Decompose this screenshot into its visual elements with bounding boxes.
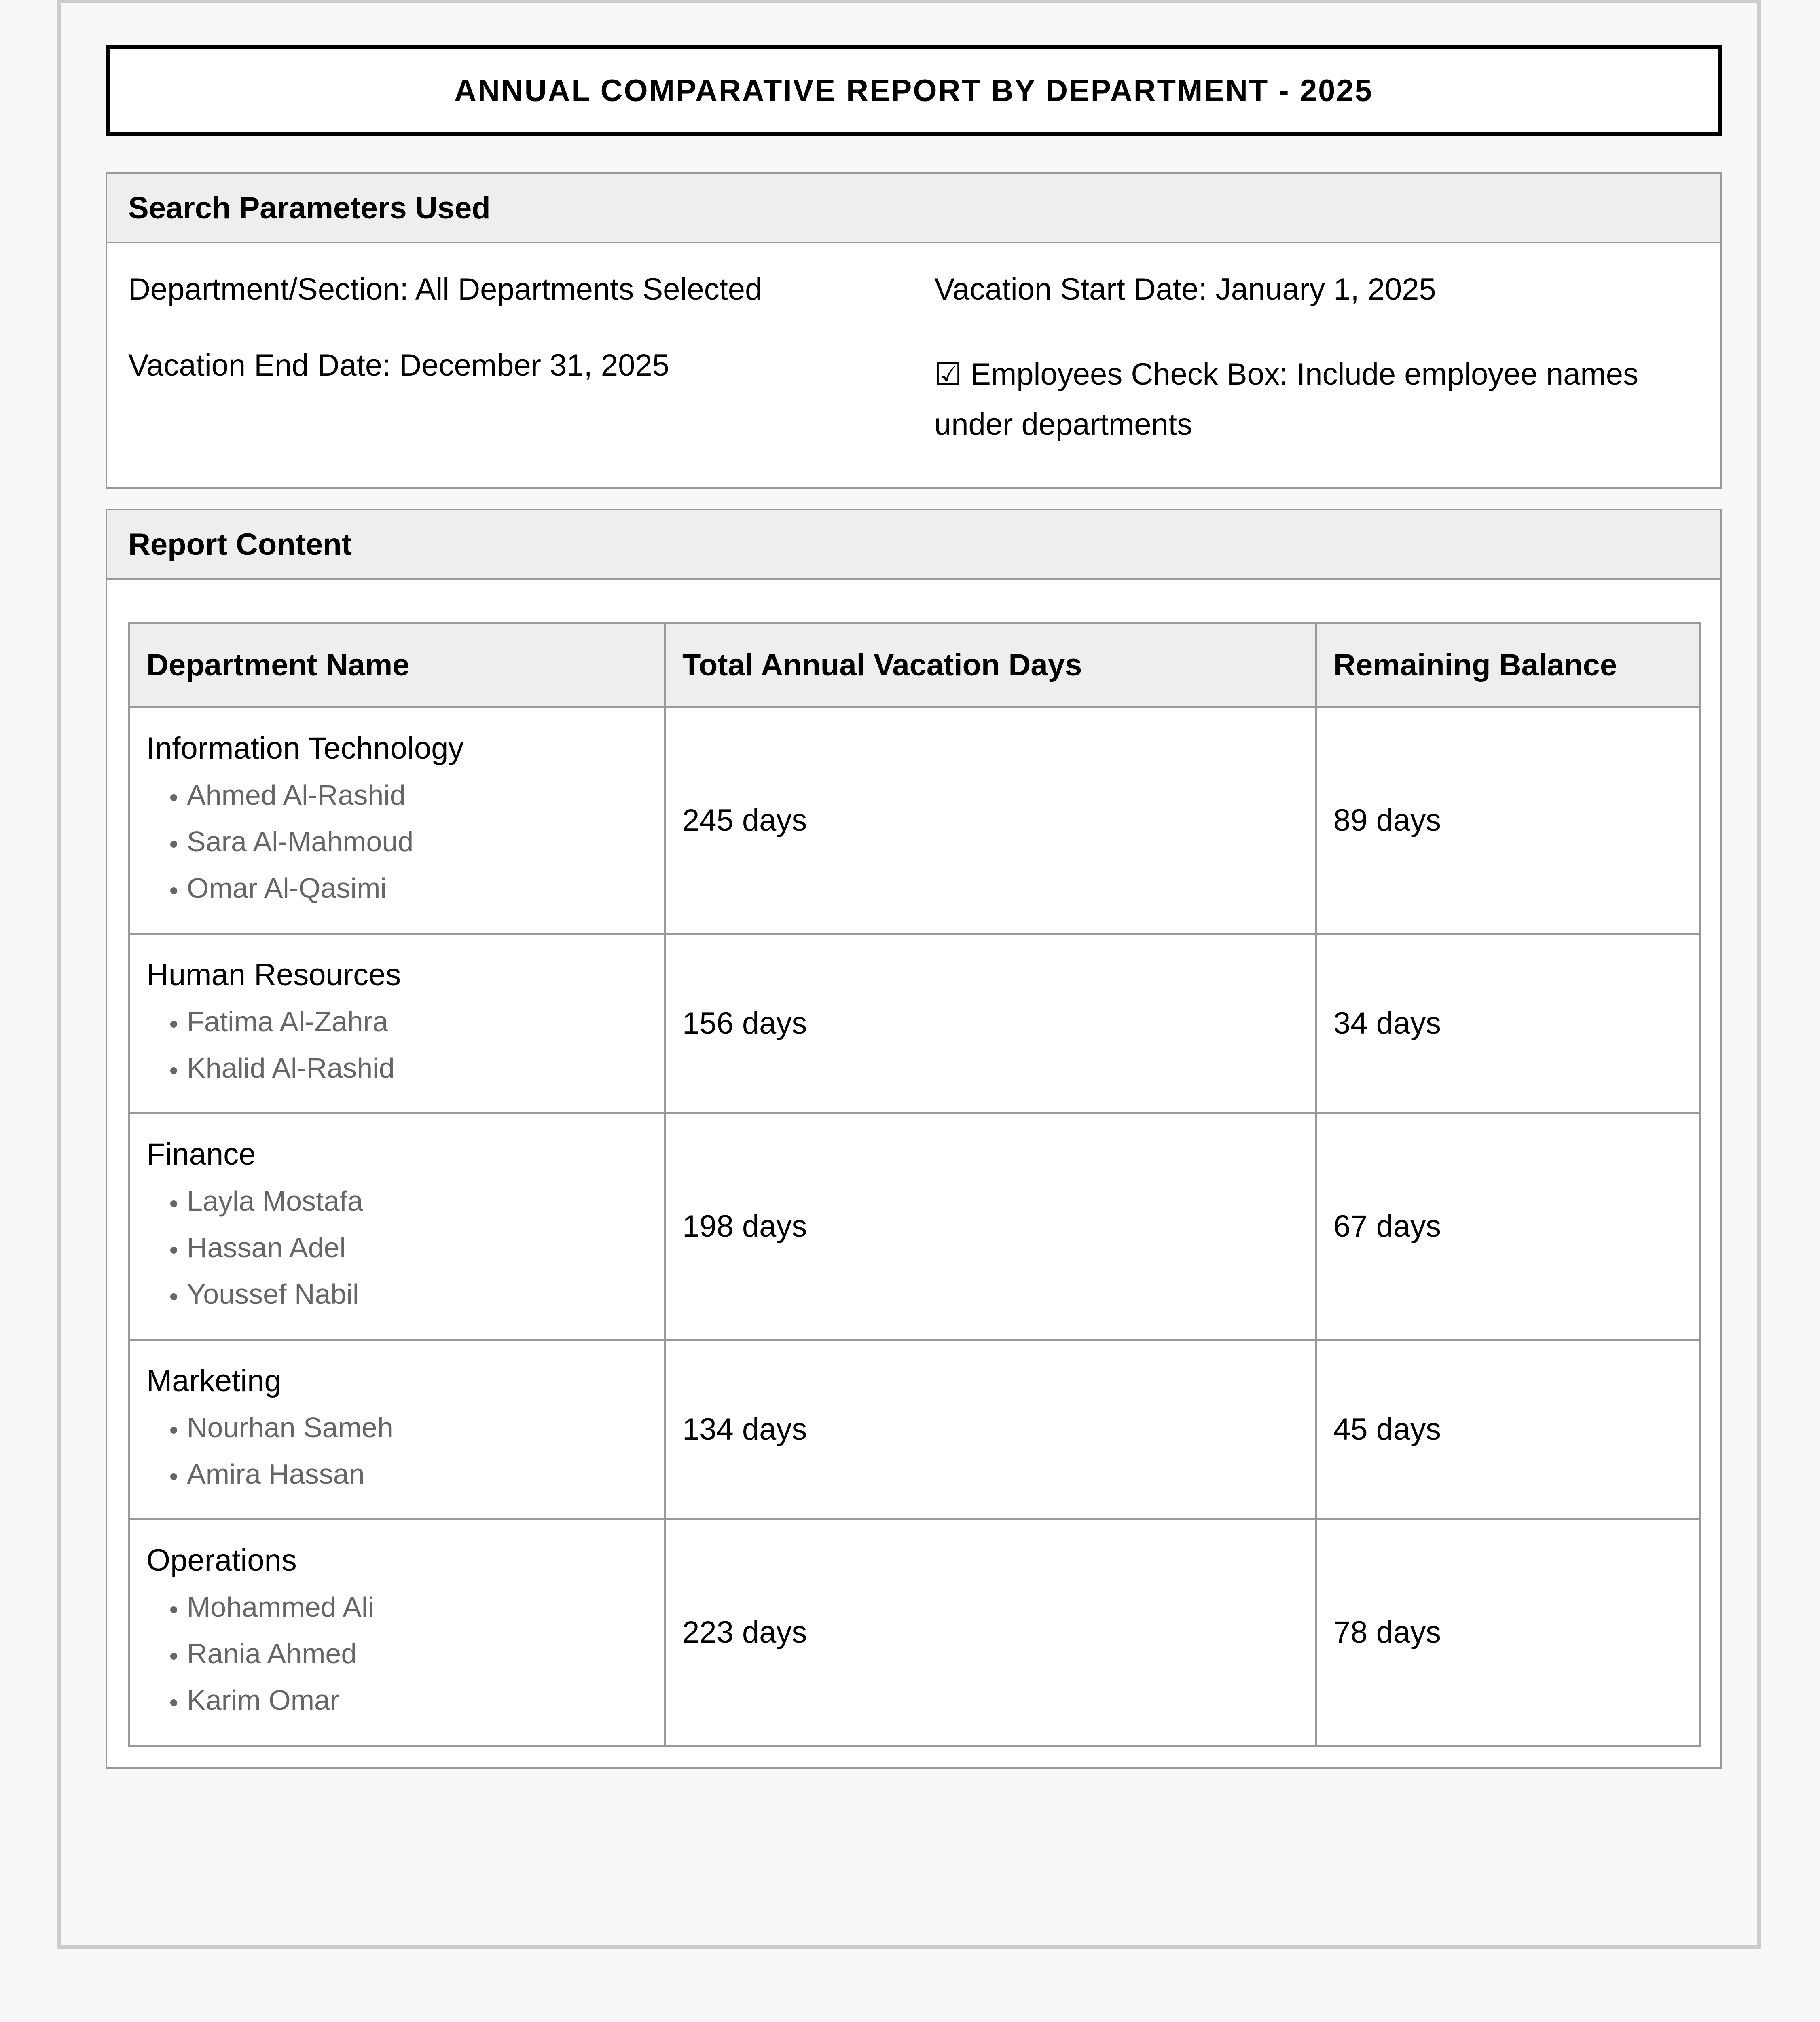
table-header-row (129, 623, 1700, 707)
param-vacation-start-date: Vacation Start Date: January 1, 2025 (934, 272, 1436, 307)
employee-list-item: • Fatima Al-Zahra (187, 998, 648, 1045)
department-name: Marketing (146, 1364, 281, 1398)
report-page (57, 0, 1761, 1949)
total-days-cell: 134 days (665, 1340, 1316, 1519)
employee-list (146, 772, 648, 912)
employee-list (146, 998, 648, 1091)
param-employees-checkbox (934, 349, 1695, 450)
department-cell (129, 1113, 665, 1340)
department-cell (129, 1340, 665, 1519)
employee-list-item: • Rania Ahmed (187, 1631, 648, 1677)
param-vacation-end-date: Vacation End Date: December 31, 2025 (128, 348, 669, 383)
search-parameters-grid (107, 243, 1720, 486)
param-department-section: Department/Section: All Departments Selected (128, 272, 762, 307)
department-cell (129, 934, 665, 1113)
employee-list (146, 1404, 648, 1497)
department-table (128, 622, 1701, 1747)
employee-list-item: • Ahmed Al-Rashid (187, 772, 648, 819)
total-days-cell: 198 days (665, 1113, 1316, 1340)
column-header-department: Department Name (129, 623, 665, 707)
remaining-balance-cell: 34 days (1316, 934, 1700, 1113)
employee-list-item: • Layla Mostafa (187, 1178, 648, 1225)
total-days-cell: 223 days (665, 1519, 1316, 1746)
table-row (129, 934, 1700, 1113)
table-row (129, 1340, 1700, 1519)
employee-list (146, 1178, 648, 1318)
department-name: Finance (146, 1137, 256, 1172)
employee-list (146, 1584, 648, 1724)
column-header-total-days: Total Annual Vacation Days (665, 623, 1316, 707)
checkbox-checked-icon: ☑ (934, 357, 962, 391)
remaining-balance-cell: 67 days (1316, 1113, 1700, 1340)
employees-checkbox-label: Employees Check Box: Include employee names under departments (934, 357, 1639, 442)
employee-list-item: • Youssef Nabil (187, 1271, 648, 1318)
column-header-remaining: Remaining Balance (1316, 623, 1700, 707)
employee-list-item: • Amira Hassan (187, 1451, 648, 1497)
employee-list-item: • Karim Omar (187, 1677, 648, 1724)
employee-list-item: • Omar Al-Qasimi (187, 865, 648, 912)
remaining-balance-cell: 89 days (1316, 707, 1700, 934)
total-days-cell: 245 days (665, 707, 1316, 934)
table-row (129, 707, 1700, 934)
search-parameters-header: Search Parameters Used (107, 174, 1720, 243)
table-body (129, 707, 1700, 1746)
report-title: ANNUAL COMPARATIVE REPORT BY DEPARTMENT - 2025 (454, 74, 1373, 108)
employee-list-item: • Khalid Al-Rashid (187, 1045, 648, 1091)
employee-list-item: • Nourhan Sameh (187, 1404, 648, 1451)
department-name: Human Resources (146, 958, 401, 992)
employee-list-item: • Mohammed Ali (187, 1584, 648, 1631)
employee-list-item: • Hassan Adel (187, 1225, 648, 1271)
table-row (129, 1113, 1700, 1340)
department-cell (129, 1519, 665, 1746)
report-title-box (106, 45, 1722, 136)
employee-list-item: • Sara Al-Mahmoud (187, 819, 648, 865)
table-row (129, 1519, 1700, 1746)
remaining-balance-cell: 78 days (1316, 1519, 1700, 1746)
department-cell (129, 707, 665, 934)
department-name: Information Technology (146, 731, 464, 766)
search-parameters-section (106, 172, 1722, 489)
report-table-wrap (128, 622, 1701, 1747)
department-name: Operations (146, 1543, 297, 1578)
remaining-balance-cell: 45 days (1316, 1340, 1700, 1519)
report-content-header: Report Content (107, 510, 1720, 580)
report-content-section (106, 509, 1722, 1769)
total-days-cell: 156 days (665, 934, 1316, 1113)
